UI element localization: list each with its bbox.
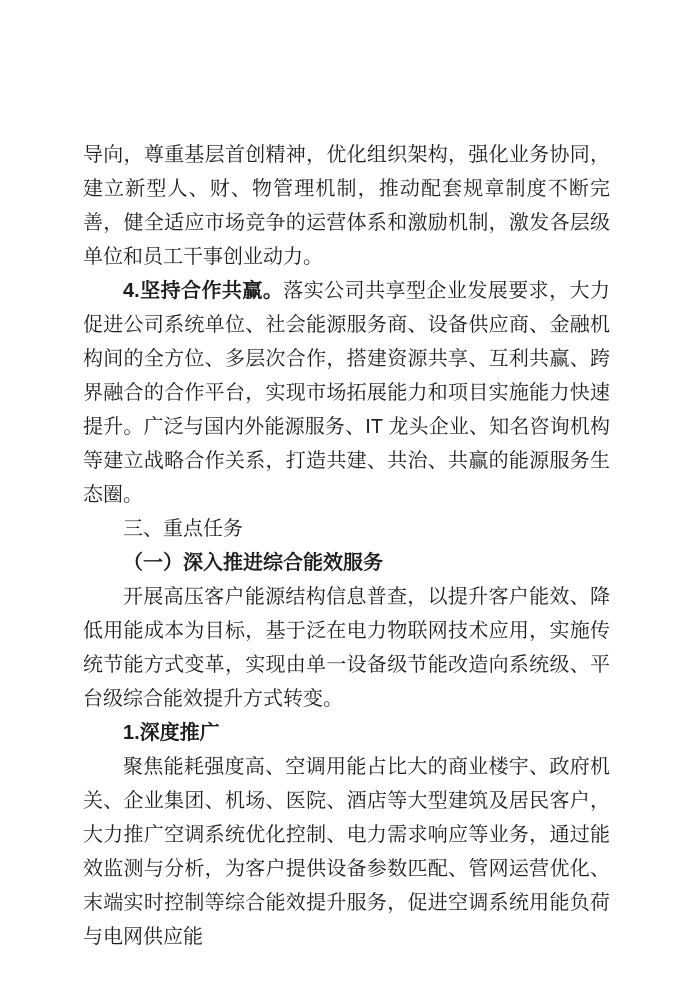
paragraph-cooperation-text: 落实公司共享型企业发展要求，大力促进公司系统单位、社会能源服务商、设备供应商、金融机构间的全方位、多层次合作，搭建资源共享、互利共赢、跨界融合的合作平台，实现市场拓展能力和项目实施能力快速提升。广泛与国内外能源服务、IT 龙头企业、知名咨询机构等建立战略合作关系，打造共建、共治、共赢的能源服务生态圈。 <box>83 280 611 506</box>
paragraph-promotion: 聚焦能耗强度高、空调用能占比大的商业楼宇、政府机关、企业集团、机场、医院、酒店等大型建筑及居民客户，大力推广空调系统优化控制、电力需求响应等业务，通过能效监测与分析，为客户提供设备参数匹配、管网运营优化、末端实时控制等综合能效提升服务，促进空调系统用能负荷与电网供应能 <box>83 756 610 948</box>
paragraph-cooperation <box>83 274 610 512</box>
item-heading-deep-promotion: 1.深度推广 <box>123 722 220 744</box>
paragraph-continuation: 导向，尊重基层首创精神，优化组织架构，强化业务协同，建立新型人、财、物管理机制，推动配套规章制度不断完善，健全适应市场竞争的运营体系和激励机制，激发各层级单位和员工干事创业动力。 <box>83 144 610 268</box>
document-body <box>83 138 610 954</box>
bold-lead-cooperation: 4.坚持合作共赢。 <box>123 280 284 302</box>
subsection-heading-energy-efficiency: （一）深入推进综合能效服务 <box>123 552 383 574</box>
paragraph-energy-survey: 开展高压客户能源结构信息普查，以提升客户能效、降低用能成本为目标，基于泛在电力物联网技术应用，实施传统节能方式变革，实现由单一设备级节能改造向系统级、平台级综合能效提升方式转变。 <box>83 586 610 710</box>
section-heading-key-tasks: 三、重点任务 <box>123 518 243 540</box>
